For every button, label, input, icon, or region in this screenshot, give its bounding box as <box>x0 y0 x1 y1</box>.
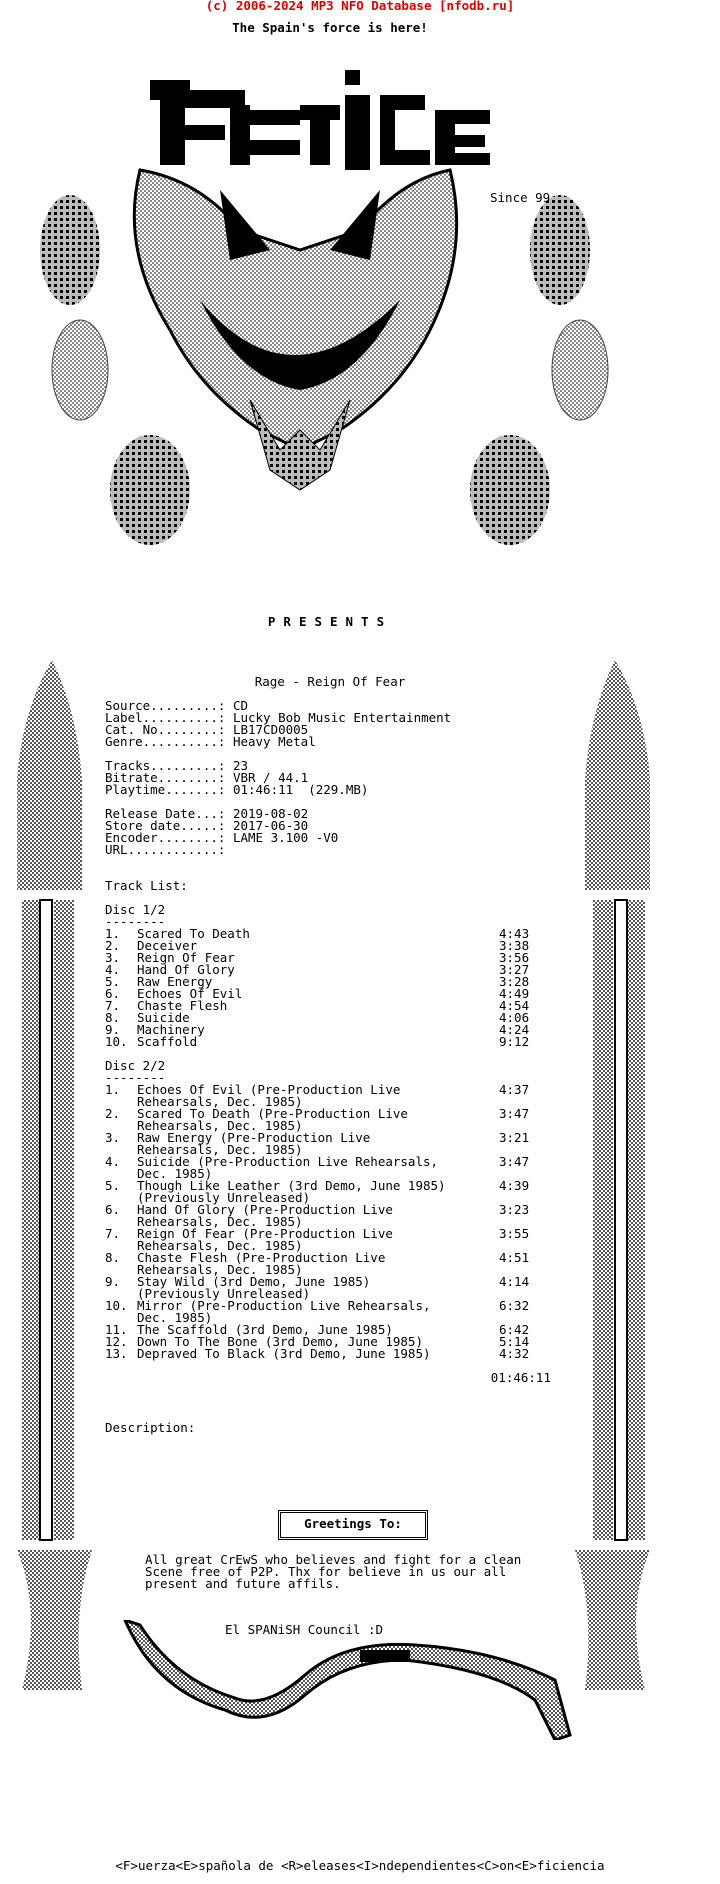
track-title: Scaffold <box>137 1034 198 1049</box>
track-title-continued: Rehearsals, Dec. 1985) <box>137 1214 303 1229</box>
track-number: 10. <box>105 1298 128 1313</box>
track-number: 6. <box>105 1202 121 1217</box>
track-title: Echoes Of Evil <box>137 986 243 1001</box>
track-time: 4:49 <box>499 986 530 1001</box>
swoosh-art <box>115 1620 585 1740</box>
track-number: 12. <box>105 1334 128 1349</box>
disc1-list <box>105 928 555 1048</box>
track-title-continued: (Previously Unreleased) <box>137 1286 311 1301</box>
footer-tagline: <F>uerza<E>spañola de <R>eleases<I>ndependientes<C>on<E>ficiencia <box>115 1858 605 1873</box>
track-number: 2. <box>105 938 121 953</box>
skull-face <box>134 170 456 450</box>
track-title: Reign Of Fear (Pre-Production Live <box>137 1226 393 1241</box>
track-title: Scared To Death (Pre-Production Live <box>137 1106 408 1121</box>
right-border-art <box>565 660 655 1690</box>
track-title: Suicide <box>137 1010 190 1025</box>
track-number: 2. <box>105 1106 121 1121</box>
track-time: 3:27 <box>499 962 530 977</box>
track-title: Chaste Flesh <box>137 998 228 1013</box>
track-title: Down To The Bone (3rd Demo, June 1985) <box>137 1334 423 1349</box>
tagline: The Spain's force is here! <box>232 20 428 35</box>
track-time: 6:42 <box>499 1322 530 1337</box>
total-playtime: 01:46:11 <box>490 1370 551 1385</box>
track-time: 4:24 <box>499 1022 530 1037</box>
track-number: 1. <box>105 926 121 941</box>
info-row: URL............: <box>105 842 226 857</box>
info-row: Genre..........: Heavy Metal <box>105 734 316 749</box>
track-title: Hand Of Glory (Pre-Production Live <box>137 1202 393 1217</box>
track-title-continued: Rehearsals, Dec. 1985) <box>137 1142 303 1157</box>
greetings-title: Greetings To: <box>304 1516 402 1531</box>
left-border-art <box>12 660 102 1690</box>
track-number: 4. <box>105 1154 121 1169</box>
track-title: Though Like Leather (3rd Demo, June 1985) <box>137 1178 446 1193</box>
track-number: 7. <box>105 998 121 1013</box>
track-time: 4:14 <box>499 1274 530 1289</box>
track-time: 4:39 <box>499 1178 530 1193</box>
track-time: 3:47 <box>499 1154 530 1169</box>
track-number: 5. <box>105 1178 121 1193</box>
track-title: Raw Energy (Pre-Production Live <box>137 1130 371 1145</box>
track-number: 10. <box>105 1034 128 1049</box>
track-title: Chaste Flesh (Pre-Production Live <box>137 1250 386 1265</box>
ferice-logo-art <box>0 50 660 610</box>
track-number: 8. <box>105 1010 121 1025</box>
track-time: 4:32 <box>499 1346 530 1361</box>
track-time: 4:37 <box>499 1082 530 1097</box>
track-number: 13. <box>105 1346 128 1361</box>
track-number: 4. <box>105 962 121 977</box>
track-time: 3:21 <box>499 1130 530 1145</box>
track-time: 6:32 <box>499 1298 530 1313</box>
track-title: Machinery <box>137 1022 205 1037</box>
disc1-heading: Disc 1/2 <box>105 902 166 917</box>
track-time: 3:23 <box>499 1202 530 1217</box>
presents-label: PRESENTS <box>267 614 393 629</box>
info-row: Cat. No........: LB17CD0005 <box>105 722 309 737</box>
track-number: 7. <box>105 1226 121 1241</box>
track-number: 9. <box>105 1022 121 1037</box>
track-title-continued: Dec. 1985) <box>137 1310 213 1325</box>
track-title: Suicide (Pre-Production Live Rehearsals, <box>137 1154 439 1169</box>
ferice-wordmark <box>150 70 490 170</box>
info-row: Bitrate........: VBR / 44.1 <box>105 770 309 785</box>
track-number: 6. <box>105 986 121 1001</box>
track-number: 8. <box>105 1250 121 1265</box>
track-title: Raw Energy <box>137 974 213 989</box>
track-number: 3. <box>105 950 121 965</box>
release-title: Rage - Reign Of Fear <box>254 674 406 689</box>
track-number: 9. <box>105 1274 121 1289</box>
disc2-heading: Disc 2/2 <box>105 1058 166 1073</box>
disc1-rule: -------- <box>105 914 166 929</box>
disc2-list <box>105 1084 555 1360</box>
track-title-continued: Rehearsals, Dec. 1985) <box>137 1094 303 1109</box>
track-time: 3:28 <box>499 974 530 989</box>
track-number: 3. <box>105 1130 121 1145</box>
info-row: Tracks.........: 23 <box>105 758 249 773</box>
description-label: Description: <box>105 1420 196 1435</box>
track-title-continued: Dec. 1985) <box>137 1166 213 1181</box>
release-info <box>105 700 451 856</box>
greetings-line: Scene free of P2P. Thx for believe in us our all <box>145 1564 507 1579</box>
track-title-continued: Rehearsals, Dec. 1985) <box>137 1238 303 1253</box>
track-time: 9:12 <box>499 1034 530 1049</box>
track-time: 4:43 <box>499 926 530 941</box>
info-row: Source.........: CD <box>105 698 249 713</box>
track-title-continued: (Previously Unreleased) <box>137 1190 311 1205</box>
greetings-title-box <box>278 1510 428 1540</box>
track-title: Scared To Death <box>137 926 250 941</box>
track-title-continued: Rehearsals, Dec. 1985) <box>137 1262 303 1277</box>
greetings-line: present and future affils. <box>145 1576 341 1591</box>
info-row: Playtime.......: 01:46:11 (229.MB) <box>105 782 369 797</box>
council-signoff: El SPANiSH Council :D <box>225 1622 384 1637</box>
track-title: Reign Of Fear <box>137 950 235 965</box>
info-row: Label..........: Lucky Bob Music Entertainment <box>105 710 452 725</box>
since-label: Since 99 <box>490 190 551 205</box>
track-title: Hand Of Glory <box>137 962 235 977</box>
track-time: 4:54 <box>499 998 530 1013</box>
info-row: Release Date...: 2019-08-02 <box>105 806 309 821</box>
track-number: 5. <box>105 974 121 989</box>
track-title: Deceiver <box>137 938 198 953</box>
track-time: 4:06 <box>499 1010 530 1025</box>
track-number: 1. <box>105 1082 121 1097</box>
greetings-text <box>145 1554 521 1590</box>
track-title: Depraved To Black (3rd Demo, June 1985) <box>137 1346 431 1361</box>
track-time: 3:47 <box>499 1106 530 1121</box>
track-time: 4:51 <box>499 1250 530 1265</box>
track-title-continued: Rehearsals, Dec. 1985) <box>137 1118 303 1133</box>
track-time: 3:56 <box>499 950 530 965</box>
info-row: Store date.....: 2017-06-30 <box>105 818 309 833</box>
track-row <box>105 1036 555 1048</box>
track-title: Stay Wild (3rd Demo, June 1985) <box>137 1274 371 1289</box>
track-time: 5:14 <box>499 1334 530 1349</box>
track-time: 3:38 <box>499 938 530 953</box>
track-title: Echoes Of Evil (Pre-Production Live <box>137 1082 401 1097</box>
tracklist <box>105 880 555 1384</box>
info-row: Encoder........: LAME 3.100 -V0 <box>105 830 339 845</box>
track-title: The Scaffold (3rd Demo, June 1985) <box>137 1322 393 1337</box>
tracklist-heading: Track List: <box>105 878 188 893</box>
disc2-rule: -------- <box>105 1070 166 1085</box>
track-title: Mirror (Pre-Production Live Rehearsals, <box>137 1298 431 1313</box>
track-time: 3:55 <box>499 1226 530 1241</box>
nfodb-header-link[interactable]: (c) 2006-2024 MP3 NFO Database [nfodb.ru] <box>205 0 515 13</box>
greetings-line: All great CrEwS who believes and fight for a clean <box>145 1552 522 1567</box>
track-number: 11. <box>105 1322 128 1337</box>
track-row <box>105 1348 555 1360</box>
